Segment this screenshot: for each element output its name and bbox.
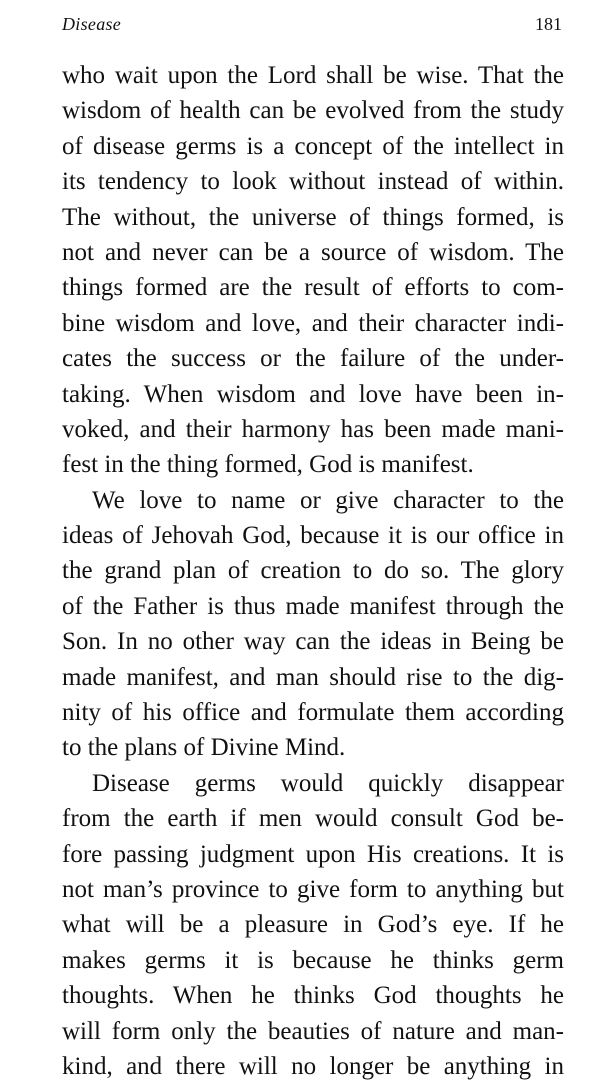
text-line: voked, and their harmony has been made mani- xyxy=(62,415,564,443)
text-line: what will be a pleasure in God’s eye. If he xyxy=(62,911,564,939)
text-line: its tendency to look without instead of within. xyxy=(62,168,564,196)
text-line: things formed are the result of efforts to com- xyxy=(62,274,564,302)
page-number: 181 xyxy=(535,14,562,34)
text-line: will form only the beauties of nature and man- xyxy=(62,1017,564,1045)
running-head xyxy=(62,14,562,42)
text-line: taking. When wisdom and love have been in- xyxy=(62,380,564,408)
body-text xyxy=(62,58,564,1084)
text-line: fest in the thing formed, God is manifest. xyxy=(62,451,474,479)
text-line: to the plans of Divine Mind. xyxy=(62,734,346,762)
text-line: from the earth if men would consult God be- xyxy=(62,805,564,833)
text-line: kind, and there will no longer be anything in xyxy=(62,1052,564,1080)
text-line: who wait upon the Lord shall be wise. That the xyxy=(62,62,564,89)
text-line: ideas of Jehovah God, because it is our office in xyxy=(62,522,564,550)
text-line: wisdom of health can be evolved from the study xyxy=(62,97,564,125)
text-line: of the Father is thus made manifest through the xyxy=(62,592,564,620)
text-line: bine wisdom and love, and their character indi- xyxy=(62,309,564,337)
text-line: made manifest, and man should rise to the dig- xyxy=(62,663,564,691)
text-line: makes germs it is because he thinks germ xyxy=(62,946,564,974)
text-line: the grand plan of creation to do so. The glory xyxy=(62,557,564,585)
text-line: thoughts. When he thinks God thoughts he xyxy=(62,982,564,1010)
text-line: Son. In no other way can the ideas in Being be xyxy=(62,628,564,656)
text-line: Disease germs would quickly disappear xyxy=(92,769,564,797)
text-line: cates the success or the failure of the under- xyxy=(62,345,564,373)
text-line: not man’s province to give form to anything but xyxy=(62,875,564,903)
text-line: of disease germs is a concept of the intellect in xyxy=(62,132,564,160)
text-line: We love to name or give character to the xyxy=(92,486,564,514)
text-line: fore passing judgment upon His creations. It is xyxy=(62,840,564,868)
text-line: nity of his office and formulate them according xyxy=(62,699,564,727)
text-line: not and never can be a source of wisdom. The xyxy=(62,238,564,266)
text-line: The without, the universe of things formed, is xyxy=(62,203,564,231)
section-title: Disease xyxy=(62,14,122,34)
